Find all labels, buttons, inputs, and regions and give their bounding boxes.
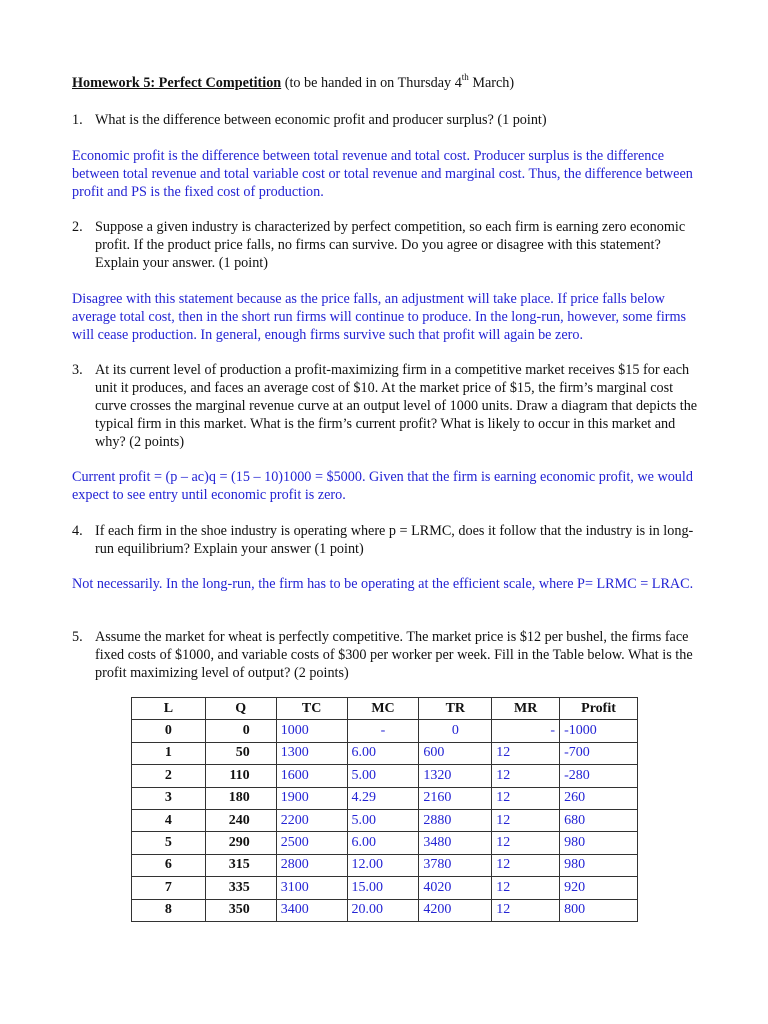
table-header-row xyxy=(132,698,638,720)
cell-q: 350 xyxy=(205,899,276,921)
table-row xyxy=(132,720,638,742)
cell-l: 4 xyxy=(132,809,206,831)
cell-q: 315 xyxy=(205,854,276,876)
cell-tr: 2880 xyxy=(419,809,492,831)
cell-tc: 2800 xyxy=(276,854,347,876)
cell-profit: -700 xyxy=(560,742,638,764)
cell-mr: 12 xyxy=(492,877,560,899)
table-row xyxy=(132,742,638,764)
cell-profit: 800 xyxy=(560,899,638,921)
column-header-tc: TC xyxy=(276,698,347,720)
column-header-mc: MC xyxy=(347,698,419,720)
cell-mr: - xyxy=(492,720,560,742)
column-header-q: Q xyxy=(205,698,276,720)
cell-tc: 1900 xyxy=(276,787,347,809)
cell-l: 3 xyxy=(132,787,206,809)
question-2 xyxy=(72,218,700,272)
cell-mc: 20.00 xyxy=(347,899,419,921)
answer-3: Current profit = (p – ac)q = (15 – 10)1000 = $5000. Given that the firm is earning economic profit, we would expect to see entry until economic profit is zero. xyxy=(72,469,693,503)
cell-tc: 1600 xyxy=(276,765,347,787)
cell-l: 8 xyxy=(132,899,206,921)
cell-tr: 2160 xyxy=(419,787,492,809)
header-line xyxy=(72,74,712,92)
cell-tc: 2500 xyxy=(276,832,347,854)
production-table xyxy=(131,697,638,922)
cell-tc: 3400 xyxy=(276,899,347,921)
column-header-profit: Profit xyxy=(560,698,638,720)
column-header-mr: MR xyxy=(492,698,560,720)
column-header-l: L xyxy=(132,698,206,720)
cell-l: 7 xyxy=(132,877,206,899)
cell-q: 110 xyxy=(205,765,276,787)
question-3 xyxy=(72,361,700,451)
cell-q: 180 xyxy=(205,787,276,809)
cell-mr: 12 xyxy=(492,854,560,876)
cell-l: 2 xyxy=(132,765,206,787)
cell-mr: 12 xyxy=(492,765,560,787)
table-row xyxy=(132,787,638,809)
question-number: 1. xyxy=(72,112,83,128)
cell-q: 290 xyxy=(205,832,276,854)
cell-mc: 5.00 xyxy=(347,809,419,831)
cell-q: 335 xyxy=(205,877,276,899)
cell-q: 50 xyxy=(205,742,276,764)
question-text: At its current level of production a profit-maximizing firm in a competitive market receives $15 for each unit it produces, and faces an average cost of $10. At the market price of $15, the firm’s marginal cost curve crosses the marginal revenue curve at an output level of 1000 units. Draw a diagram that depicts the typical firm in this market. What is the firm’s current profit? What is likely to occur in this market and why? (2 points) xyxy=(95,362,698,450)
cell-tr: 1320 xyxy=(419,765,492,787)
cell-tr: 4020 xyxy=(419,877,492,899)
cell-q: 0 xyxy=(205,720,276,742)
cell-profit: 920 xyxy=(560,877,638,899)
question-1 xyxy=(72,111,700,129)
question-text: What is the difference between economic profit and producer surplus? (1 point) xyxy=(95,112,547,128)
cell-profit: -280 xyxy=(560,765,638,787)
question-4 xyxy=(72,522,700,558)
cell-l: 5 xyxy=(132,832,206,854)
cell-mc: 15.00 xyxy=(347,877,419,899)
cell-mc: 6.00 xyxy=(347,832,419,854)
table-row xyxy=(132,809,638,831)
question-5 xyxy=(72,628,700,682)
cell-tc: 3100 xyxy=(276,877,347,899)
cell-mr: 12 xyxy=(492,899,560,921)
due-date-text: (to be handed in on Thursday 4 xyxy=(281,75,462,91)
cell-profit: 260 xyxy=(560,787,638,809)
cell-l: 6 xyxy=(132,854,206,876)
question-text: Suppose a given industry is characterized by perfect competition, so each firm is earning zero economic profit. If the product price falls, no firms can survive. Do you agree or disagree with this statement? Explain your answer. (1 point) xyxy=(95,219,686,271)
cell-tc: 1300 xyxy=(276,742,347,764)
cell-tc: 1000 xyxy=(276,720,347,742)
question-number: 4. xyxy=(72,523,83,539)
cell-tr: 4200 xyxy=(419,899,492,921)
cell-l: 1 xyxy=(132,742,206,764)
cell-profit: 980 xyxy=(560,854,638,876)
cell-mc: 4.29 xyxy=(347,787,419,809)
cell-l: 0 xyxy=(132,720,206,742)
cell-mr: 12 xyxy=(492,809,560,831)
question-number: 2. xyxy=(72,219,83,235)
cell-mc: 5.00 xyxy=(347,765,419,787)
answer-2: Disagree with this statement because as the price falls, an adjustment will take place. If price falls below average total cost, then in the short run firms will continue to produce. In the long-run, however, some firms will cease production. In general, enough firms survive such that profit will again be zero. xyxy=(72,291,687,343)
column-header-tr: TR xyxy=(419,698,492,720)
answer-4: Not necessarily. In the long-run, the firm has to be operating at the efficient scale, where P= LRMC = LRAC. xyxy=(72,576,694,592)
cell-mc: 12.00 xyxy=(347,854,419,876)
question-number: 5. xyxy=(72,629,83,645)
table-row xyxy=(132,832,638,854)
cell-q: 240 xyxy=(205,809,276,831)
table-row xyxy=(132,854,638,876)
page-title: Homework 5: Perfect Competition xyxy=(72,75,282,91)
question-text: Assume the market for wheat is perfectly competitive. The market price is $12 per bushel, the firms face fixed costs of $1000, and variable costs of $300 per worker per week. Fill in the Table below. What is the profit maximizing level of output? (2 points) xyxy=(95,629,693,681)
cell-mc: - xyxy=(347,720,419,742)
table-row xyxy=(132,899,638,921)
cell-tr: 0 xyxy=(419,720,492,742)
cell-profit: 980 xyxy=(560,832,638,854)
cell-tc: 2200 xyxy=(276,809,347,831)
answer-1: Economic profit is the difference between total revenue and total cost. Producer surplus is the difference between total revenue and total variable cost or total revenue and marginal cost. Thus, the difference between profit and PS is the fixed cost of production. xyxy=(72,148,693,200)
due-date-month: March) xyxy=(468,75,515,91)
question-text: If each firm in the shoe industry is operating where p = LRMC, does it follow that the industry is in long-run equilibrium? Explain your answer (1 point) xyxy=(95,523,694,557)
cell-mr: 12 xyxy=(492,832,560,854)
cell-mc: 6.00 xyxy=(347,742,419,764)
due-date-superscript: th xyxy=(461,72,469,83)
cell-mr: 12 xyxy=(492,787,560,809)
table-row xyxy=(132,765,638,787)
cell-profit: -1000 xyxy=(560,720,638,742)
cell-tr: 3480 xyxy=(419,832,492,854)
question-number: 3. xyxy=(72,362,83,378)
cell-tr: 3780 xyxy=(419,854,492,876)
cell-tr: 600 xyxy=(419,742,492,764)
cell-profit: 680 xyxy=(560,809,638,831)
table-row xyxy=(132,877,638,899)
cell-mr: 12 xyxy=(492,742,560,764)
